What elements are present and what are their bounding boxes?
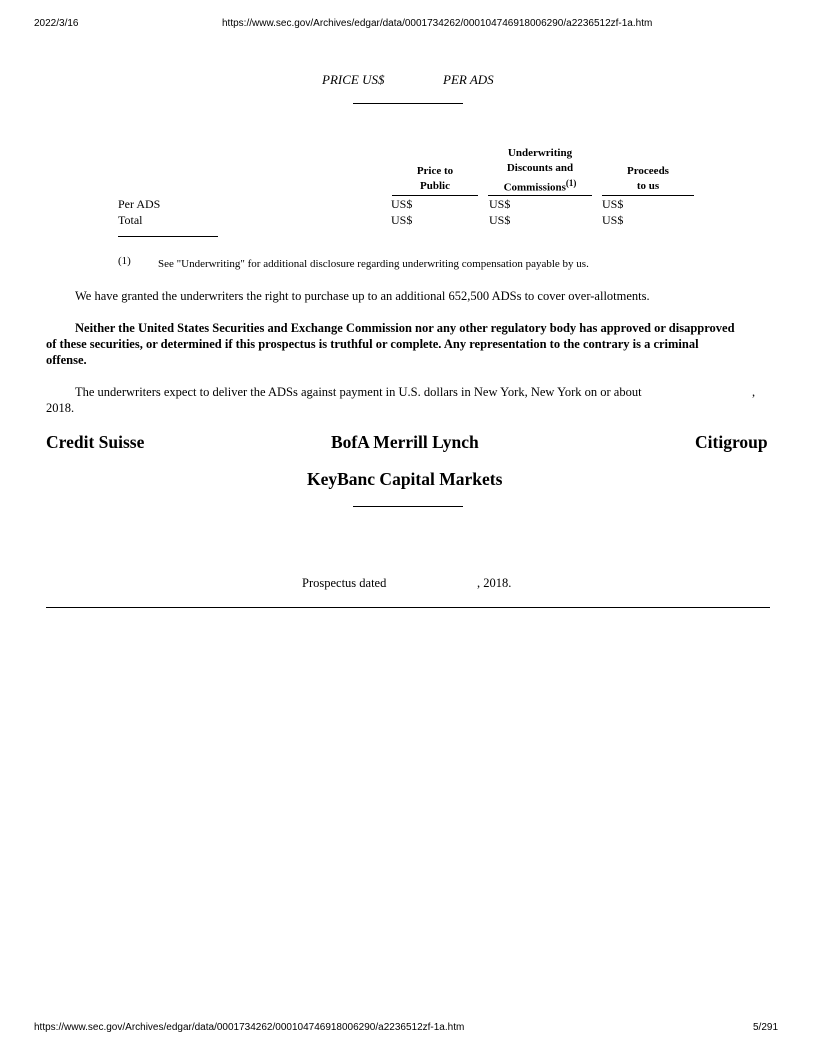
price-label: PRICE US$ [322, 72, 385, 87]
header-underline-price [392, 195, 478, 196]
header-price-to-public: Price to Public [416, 165, 454, 192]
delivery-year: 2018. [46, 401, 75, 415]
header-proceeds: Proceeds to us [627, 165, 669, 192]
row-label: Total [118, 213, 143, 227]
print-url-header: https://www.sec.gov/Archives/edgar/data/0001734262/000104746918006290/a2236512zf-1a.htm [222, 18, 653, 29]
underwriters-divider [353, 506, 463, 507]
sec-disclaimer-line: of these securities, or determined if this prospectus is truthful or complete. Any representation to the contrary is a criminal [46, 337, 699, 351]
footnote-text: See "Underwriting" for additional disclosure regarding underwriting compensation payable by us. [158, 258, 589, 270]
header-underline-underwriting [488, 195, 592, 196]
delivery-paragraph: The underwriters expect to deliver the ADSs against payment in U.S. dollars in New York, New York on or about [75, 385, 642, 399]
footnote-rule [118, 236, 218, 237]
cell-proceeds: US$ [602, 213, 624, 227]
cell-proceeds: US$ [602, 197, 624, 211]
header-underwriting: Underwriting Discounts and Commissions$^{(1)}$ [503, 147, 577, 194]
print-date: 2022/3/16 [34, 18, 79, 29]
prospectus-dated-label: Prospectus dated [302, 576, 387, 590]
underwriter-keybanc: KeyBanc Capital Markets [307, 469, 503, 489]
per-ads-label: PER ADS [443, 72, 494, 87]
cell-price: US$ [391, 213, 413, 227]
delivery-comma: , [752, 385, 756, 399]
underwriter-citigroup: Citigroup [695, 432, 768, 452]
sec-disclaimer-line: Neither the United States Securities and Exchange Commission nor any other regulatory body has approved or disapproved [75, 321, 735, 335]
over-allotment-paragraph: We have granted the underwriters the right to purchase up to an additional 652,500 ADSs to cover over-allotments. [75, 289, 650, 303]
print-page-number: 5/291 [753, 1022, 779, 1033]
print-url-footer: https://www.sec.gov/Archives/edgar/data/0001734262/000104746918006290/a2236512zf-1a.htm [34, 1022, 465, 1033]
prospectus-dated-year: , 2018. [477, 576, 512, 590]
cell-underwriting: US$ [489, 197, 511, 211]
footnote-marker: (1) [118, 255, 131, 267]
sec-disclaimer [46, 320, 768, 368]
header-underline-proceeds [602, 195, 694, 196]
footnote-ref: (1) [565, 178, 577, 188]
underwriter-credit-suisse: Credit Suisse [46, 432, 145, 452]
underwriter-bofa-merrill-lynch: BofA Merrill Lynch [331, 432, 479, 452]
section-divider [353, 103, 463, 104]
row-label: Per ADS [118, 197, 161, 211]
page-end-rule [46, 607, 770, 608]
sec-disclaimer-line: offense. [46, 353, 87, 367]
cell-underwriting: US$ [489, 213, 511, 227]
cell-price: US$ [391, 197, 413, 211]
